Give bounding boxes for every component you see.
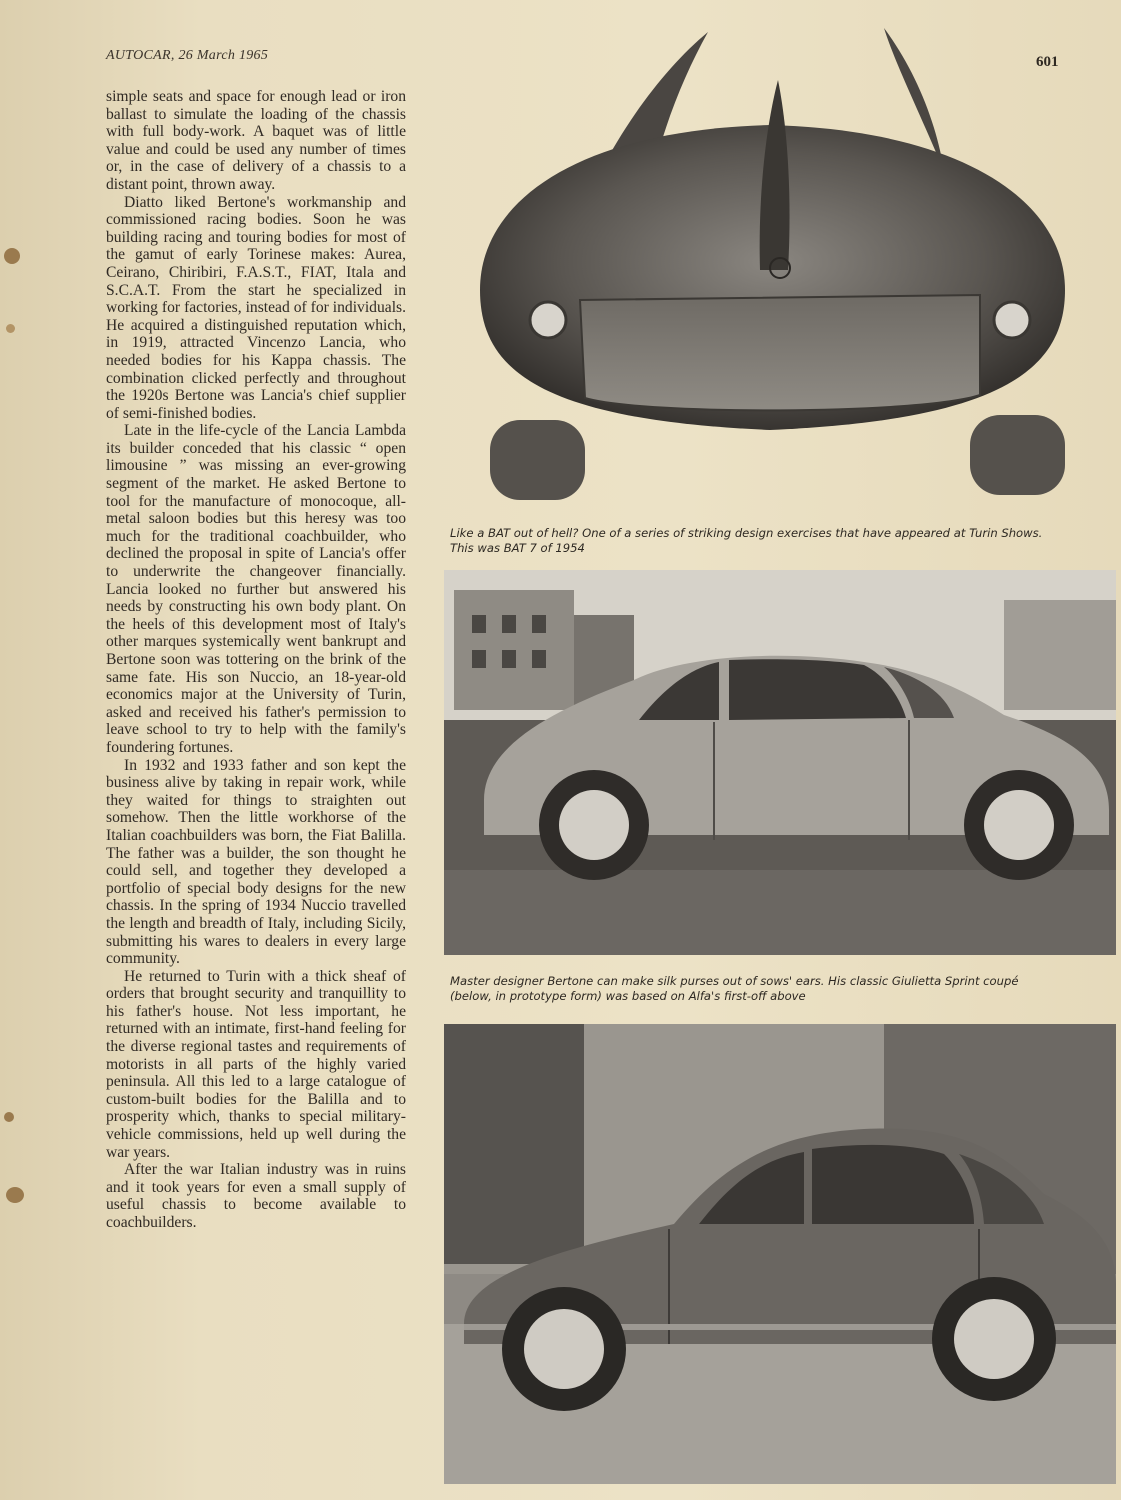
article-column xyxy=(106,88,406,1488)
paragraph: Late in the life-cycle of the Lancia Lambda its builder conceded that his classic “ open limousine ” was missing an ever-growing segment of the market. He asked Bertone to tool for the manufacture of monocoque, all-metal saloon bodies but this heresy was too much for the traditional coachbuilder, who declined the proposal in spite of Lancia's offer to underwrite the changeover financially. Lancia looked no further but answered his needs by constructing his own body plant. On the heels of this development most of Italy's other marques systemically went bankrupt and Bertone soon was tottering on the brink of the same fate. His son Nuccio, an 18-year-old economics major at the University of Turin, asked and received his father's permission to leave school to try to help with the family's foundering fortunes. xyxy=(106,422,406,756)
binding-hole xyxy=(4,1112,14,1122)
binding-hole xyxy=(6,324,15,333)
binding-hole xyxy=(4,248,20,264)
alfa-prototype-photo xyxy=(444,570,1116,955)
paragraph: In 1932 and 1933 father and son kept the business alive by taking in repair work, while they waited for things to straighten out somehow. Then the little workhorse of the Italian coachbuilders was born, the Fiat Balilla. The father was a builder, the son thought he could sell, and together they developed a portfolio of special body designs for the new chassis. In the spring of 1934 Nuccio travelled the length and breadth of Italy, including Sicily, submitting his wares to dealers in every large community. xyxy=(106,756,406,968)
giulietta-sprint-photo xyxy=(444,1024,1116,1484)
paragraph: After the war Italian industry was in ruins and it took years for even a small supply of useful chassis to become available to coachbuilders. xyxy=(106,1161,406,1231)
giulietta-caption: Master designer Bertone can make silk purses out of sows' ears. His classic Giulietta Sprint coupé (below, in prototype form) was based on Alfa's first-off above xyxy=(450,974,1019,1003)
paragraph: He returned to Turin with a thick sheaf of orders that brought security and tranquillity to his father's house. Not less important, he returned with an intimate, first-hand feeling for the diverse regional tastes and requirements of motorists in all parts of the highly varied peninsula. All this led to a large catalogue of custom-built bodies for the Balilla and to prosperity which, thanks to special military-vehicle commissions, held up well during the war years. xyxy=(106,967,406,1161)
bat7-caption: Like a BAT out of hell? One of a series of striking design exercises that have appeared at Turin Shows. This was BAT 7 of 1954 xyxy=(450,526,1043,555)
page-number: 601 xyxy=(1036,54,1059,70)
paragraph: simple seats and space for enough lead or iron ballast to simulate the loading of the chassis with full body-work. A baquet was of little value and could be used any number of times or, in the case of delivery of a chassis to a distant point, thrown away. xyxy=(106,88,406,193)
running-header: AUTOCAR, 26 March 1965 xyxy=(106,48,269,63)
paragraph: Diatto liked Bertone's workmanship and commissioned racing bodies. Soon he was building racing and touring bodies for most of the gamut of early Torinese makes: Aurea, Ceirano, Chiribiri, F.A.S.T., FIAT, Itala and S.C.A.T. From the start he specialized in working for factories, instead of for individuals. He acquired a distinguished reputation which, in 1919, attracted Vincenzo Lancia, who needed bodies for his Kappa chassis. The combination clicked perfectly and throughout the 1920s Bertone was Lancia's chief supplier of semi-finished bodies. xyxy=(106,193,406,422)
bat7-photo xyxy=(440,20,1100,520)
binding-hole xyxy=(6,1187,24,1203)
